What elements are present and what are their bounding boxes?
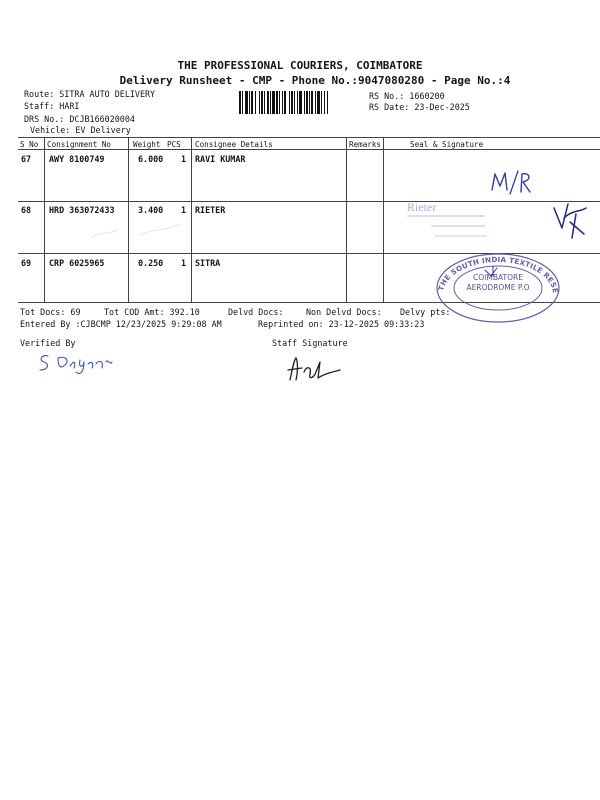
table-header-bottom-border — [18, 149, 600, 150]
drs-number: DRS No.: DCJB166020004 — [24, 114, 135, 124]
vehicle-text: Vehicle: EV Delivery — [30, 125, 131, 135]
row67-sno: 67 — [21, 154, 32, 164]
sitra-ring-text: THE SOUTH INDIA TEXTILE RESEARCH ASSOCIATION — [429, 239, 561, 294]
total-docs: Tot Docs: 69 — [20, 307, 81, 317]
row69-sno: 69 — [21, 258, 32, 268]
sitra-inner-line1: COIMBATORE — [473, 273, 523, 282]
col-divider-remarks — [383, 137, 384, 302]
row69-consignment: CRP 6025965 — [49, 258, 105, 268]
sitra-seal-stamp — [429, 239, 563, 324]
col-divider-sno — [44, 137, 45, 302]
row67-consignee: RAVI KUMAR — [195, 154, 246, 164]
header-consignment: Consignment No — [47, 140, 112, 149]
runsheet-subtitle: Delivery Runsheet - CMP - Phone No.:9047080280 - Page No.:4 — [119, 74, 511, 87]
company-title: THE PROFESSIONAL COURIERS, COIMBATORE — [177, 59, 423, 72]
header-sno: S No — [20, 140, 39, 149]
faint-ghost-marks — [80, 218, 190, 248]
staff-text: Staff: HARI — [24, 101, 80, 111]
row68-pcs: 1 — [181, 205, 187, 215]
entered-by: Entered By :CJBCMP 12/23/2025 9:29:08 AM — [20, 319, 222, 329]
header-weight: Weight — [133, 140, 161, 149]
rs-date: RS Date: 23-Dec-2025 — [369, 102, 470, 112]
barcode-bar — [328, 91, 329, 114]
row67-consignment: AWY 8100749 — [49, 154, 105, 164]
header-seal-signature: Seal & Signature — [410, 140, 484, 149]
barcode — [239, 91, 365, 114]
row69-pcs: 1 — [181, 258, 187, 268]
row68-consignment: HRD 363072433 — [49, 205, 115, 215]
table-top-border — [18, 137, 600, 138]
verified-by-signature — [36, 350, 116, 376]
row68-sno: 68 — [21, 205, 32, 215]
delivery-points: Delvy pts: — [400, 307, 451, 317]
row68-consignee: RIETER — [195, 205, 226, 215]
header-remarks: Remarks — [349, 140, 382, 149]
row68-weight: 3.400 — [138, 205, 164, 215]
delivered-docs: Delvd Docs: — [228, 307, 284, 317]
row69-consignee: SITRA — [195, 258, 221, 268]
reprinted-on: Reprinted on: 23-12-2025 09:33:23 — [258, 319, 425, 329]
col-divider-weight — [191, 137, 192, 302]
non-delivered-docs: Non Delvd Docs: — [306, 307, 382, 317]
rs-number: RS No.: 1660200 — [369, 91, 445, 101]
sitra-inner-line2: AERODROME P.O — [466, 283, 530, 292]
row67-pcs: 1 — [181, 154, 187, 164]
rieter-stamp-lines — [405, 212, 495, 248]
header-pcs: PCS — [167, 140, 181, 149]
row-divider-1 — [18, 201, 600, 202]
row68-handwritten-signature — [550, 200, 590, 240]
header-consignee: Consignee Details — [195, 140, 273, 149]
route-text: Route: SITRA AUTO DELIVERY — [24, 89, 156, 99]
row69-weight: 0.250 — [138, 258, 164, 268]
staff-signature — [284, 354, 344, 384]
rieter-stamp: Rieter — [407, 200, 437, 214]
row67-handwritten-signature — [488, 168, 548, 198]
row67-weight: 6.000 — [138, 154, 164, 164]
verified-by-label: Verified By — [20, 338, 76, 348]
total-cod-amount: Tot COD Amt: 392.10 — [104, 307, 200, 317]
col-divider-consignee — [346, 137, 347, 302]
staff-signature-label: Staff Signature — [272, 338, 348, 348]
